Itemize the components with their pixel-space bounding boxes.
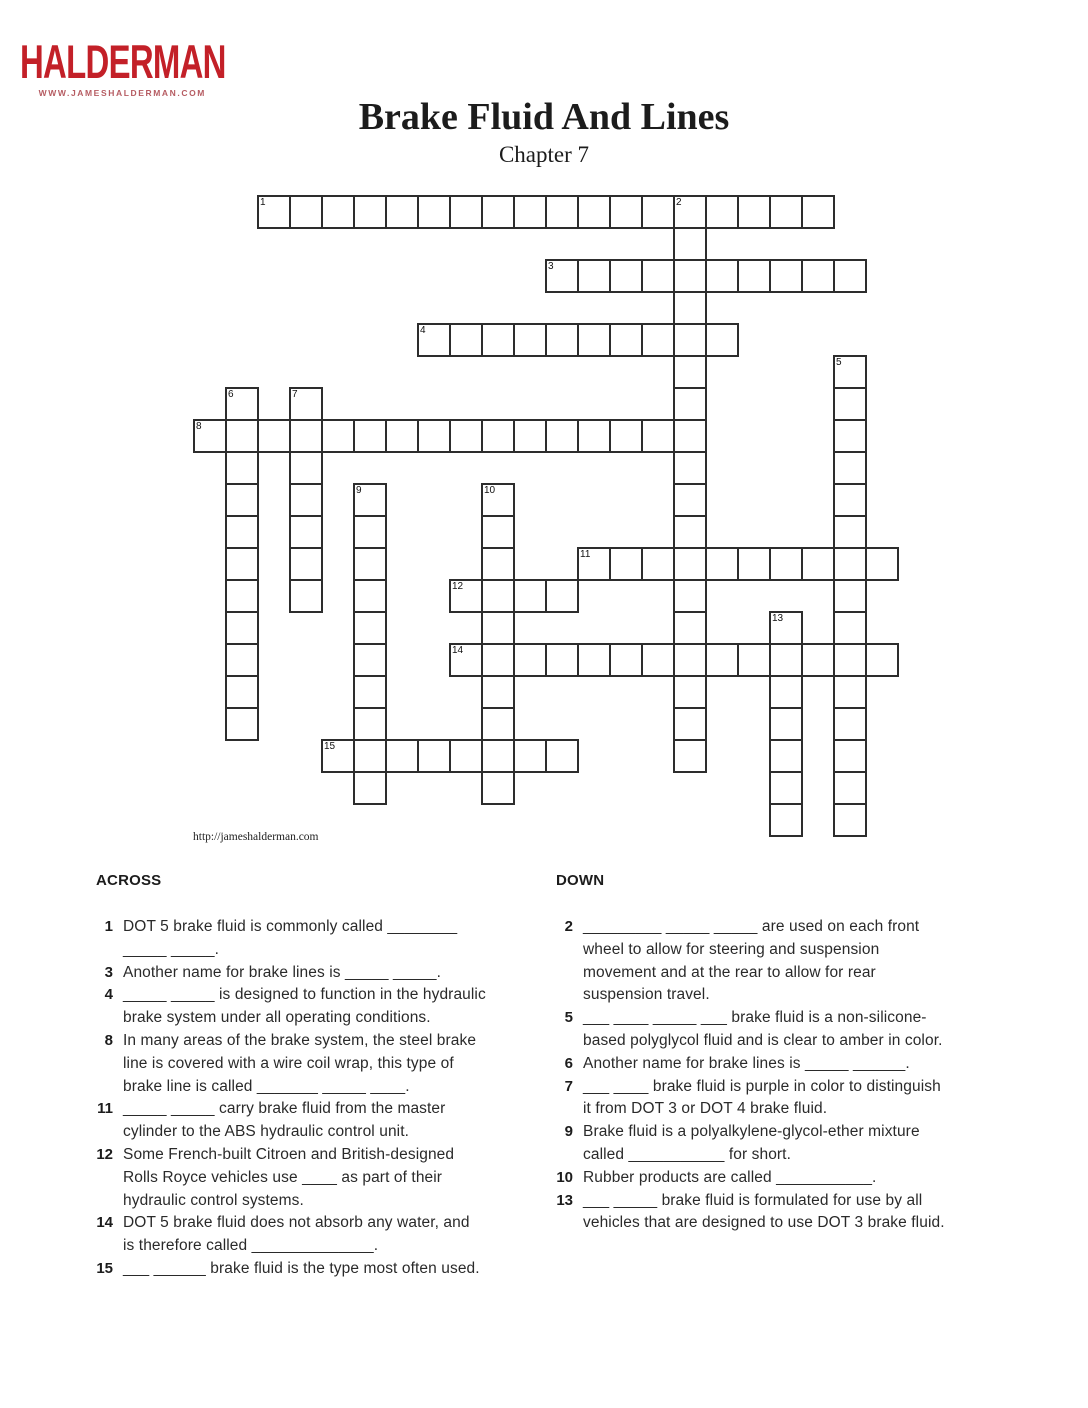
down-clue-list: [556, 916, 996, 1235]
grid-cell[interactable]: [289, 579, 323, 613]
across-clue-list: [96, 916, 536, 1281]
grid-cell[interactable]: [449, 195, 483, 229]
grid-cell[interactable]: [641, 195, 675, 229]
grid-cell[interactable]: [769, 611, 803, 645]
cell-number: 1: [260, 197, 266, 208]
grid-cell[interactable]: [673, 259, 707, 293]
grid-cell[interactable]: [225, 451, 259, 485]
grid-cell[interactable]: [737, 259, 771, 293]
halderman-logo-text: HALDERMAN: [20, 35, 226, 88]
crossword-grid: [193, 195, 901, 839]
down-section: [556, 873, 996, 1235]
clue-number: 7: [564, 1077, 573, 1095]
grid-cell[interactable]: [225, 419, 259, 453]
grid-cell[interactable]: [673, 643, 707, 677]
clue-text-line: line is covered with a wire coil wrap, this type of: [123, 1054, 454, 1072]
cell-number: 13: [772, 613, 784, 624]
clue-text: [123, 1144, 454, 1212]
grid-cell[interactable]: [545, 323, 579, 357]
grid-cell[interactable]: [353, 611, 387, 645]
grid-cell[interactable]: [865, 643, 899, 677]
grid-cell[interactable]: [769, 547, 803, 581]
across-clue-11: [96, 1098, 536, 1144]
grid-cell[interactable]: [609, 323, 643, 357]
clue-text: [123, 984, 486, 1030]
grid-cell[interactable]: [385, 419, 419, 453]
clue-text-line: _____ _____ carry brake fluid from the master: [123, 1100, 446, 1118]
cell-number: 11: [580, 549, 591, 560]
grid-cell[interactable]: [449, 739, 483, 773]
grid-cell[interactable]: [641, 323, 675, 357]
grid-cell[interactable]: [769, 195, 803, 229]
grid-cell[interactable]: [609, 643, 643, 677]
grid-cell[interactable]: [289, 451, 323, 485]
grid-cell[interactable]: [353, 195, 387, 229]
grid-cell[interactable]: [545, 643, 579, 677]
grid-cell[interactable]: [801, 259, 835, 293]
grid-cell[interactable]: [769, 707, 803, 741]
clue-number: 13: [556, 1191, 573, 1209]
grid-cell[interactable]: [481, 739, 515, 773]
cell-number: 4: [420, 325, 426, 336]
halderman-logo-website: WWW.JAMESHALDERMAN.COM: [38, 88, 206, 98]
halderman-logo: [20, 35, 226, 98]
clue-text-line: In many areas of the brake system, the steel brake: [123, 1031, 477, 1049]
grid-cell[interactable]: [673, 195, 707, 229]
grid-cell[interactable]: [289, 195, 323, 229]
clue-text-line: cylinder to the ABS hydraulic control unit.: [123, 1123, 410, 1141]
grid-cell[interactable]: [289, 547, 323, 581]
clue-text-line: movement and at the rear to allow for rear: [583, 963, 876, 981]
down-clue-9: [556, 1121, 996, 1167]
grid-cell[interactable]: [481, 419, 515, 453]
clue-text-line: based polyglycol fluid and is clear to amber in color.: [583, 1031, 943, 1049]
grid-cell[interactable]: [769, 675, 803, 709]
grid-cell[interactable]: [257, 419, 291, 453]
clue-number: 15: [96, 1259, 113, 1277]
grid-cell[interactable]: [225, 483, 259, 517]
cell-number: 15: [324, 741, 336, 752]
clue-text: [123, 916, 457, 962]
grid-cell[interactable]: [385, 195, 419, 229]
grid-cell[interactable]: [289, 387, 323, 421]
clue-number: 8: [104, 1031, 113, 1049]
clue-text-line: brake system under all operating conditions.: [123, 1009, 431, 1027]
cell-number: 12: [452, 581, 464, 592]
grid-cell[interactable]: [641, 547, 675, 581]
grid-cell[interactable]: [641, 419, 675, 453]
grid-cell[interactable]: [417, 323, 451, 357]
clue-text: [123, 1212, 470, 1258]
grid-cell[interactable]: [705, 547, 739, 581]
clue-text: [583, 1190, 945, 1236]
grid-cell[interactable]: [673, 611, 707, 645]
grid-cell[interactable]: [513, 323, 547, 357]
grid-cell[interactable]: [737, 643, 771, 677]
cell-number: 2: [676, 197, 682, 208]
grid-cell[interactable]: [545, 195, 579, 229]
grid-cell[interactable]: [225, 611, 259, 645]
clue-text-line: Rubber products are called ___________.: [583, 1168, 877, 1186]
clue-text-line: Brake fluid is a polyalkylene-glycol-ether mixture: [583, 1123, 920, 1141]
clue-text-line: DOT 5 brake fluid does not absorb any water, and: [123, 1214, 470, 1232]
clue-text-line: _________ _____ _____ are used on each front: [583, 918, 920, 935]
clue-number: 12: [96, 1145, 113, 1163]
cell-number: 9: [356, 485, 362, 496]
clue-text-line: Rolls Royce vehicles use ____ as part of their: [123, 1168, 443, 1186]
grid-cell[interactable]: [833, 643, 867, 677]
clue-text: [583, 1167, 876, 1190]
grid-cell[interactable]: [353, 547, 387, 581]
grid-cell[interactable]: [513, 195, 547, 229]
grid-cell[interactable]: [449, 323, 483, 357]
grid-cell[interactable]: [353, 739, 387, 773]
grid-cell[interactable]: [833, 483, 867, 517]
grid-cell[interactable]: [577, 547, 611, 581]
across-clue-14: [96, 1212, 536, 1258]
grid-cell[interactable]: [609, 259, 643, 293]
clue-text: [583, 1053, 910, 1076]
clue-number: 10: [556, 1168, 573, 1186]
grid-cell[interactable]: [449, 643, 483, 677]
grid-cell[interactable]: [705, 259, 739, 293]
grid-cell[interactable]: [385, 739, 419, 773]
grid-cell[interactable]: [353, 483, 387, 517]
clue-number: 11: [97, 1100, 113, 1118]
grid-cell[interactable]: [833, 259, 867, 293]
grid-cell[interactable]: [769, 803, 803, 837]
clue-text: [123, 1030, 476, 1098]
page-subtitle: Chapter 7: [498, 142, 590, 167]
grid-cell[interactable]: [417, 739, 451, 773]
cell-number: 7: [292, 389, 298, 400]
grid-cell[interactable]: [481, 195, 515, 229]
across-clue-4: [96, 984, 536, 1030]
grid-cell[interactable]: [193, 419, 227, 453]
grid-cell[interactable]: [833, 419, 867, 453]
grid-cell[interactable]: [577, 643, 611, 677]
grid-cell[interactable]: [545, 419, 579, 453]
grid-cell[interactable]: [833, 611, 867, 645]
clue-text-line: ___ ______ brake fluid is the type most often used.: [123, 1259, 480, 1277]
grid-cell[interactable]: [673, 579, 707, 613]
grid-cell[interactable]: [673, 739, 707, 773]
grid-cell[interactable]: [737, 195, 771, 229]
grid-cell[interactable]: [289, 483, 323, 517]
grid-cell[interactable]: [481, 707, 515, 741]
grid-cell[interactable]: [321, 419, 355, 453]
clue-text-line: DOT 5 brake fluid is commonly called ________: [123, 918, 458, 935]
grid-cell[interactable]: [801, 195, 835, 229]
grid-cell[interactable]: [353, 515, 387, 549]
grid-cell[interactable]: [705, 195, 739, 229]
grid-cell[interactable]: [289, 419, 323, 453]
across-clue-3: [96, 962, 536, 985]
grid-cell[interactable]: [513, 739, 547, 773]
clue-text-line: ___ ____ brake fluid is purple in color to distinguish: [583, 1077, 941, 1095]
across-clue-8: [96, 1030, 536, 1098]
clue-text: [123, 1098, 445, 1144]
grid-cell[interactable]: [609, 547, 643, 581]
grid-cell[interactable]: [609, 195, 643, 229]
grid-cell[interactable]: [449, 419, 483, 453]
grid-cell[interactable]: [833, 387, 867, 421]
grid-cell[interactable]: [769, 739, 803, 773]
grid-cell[interactable]: [833, 547, 867, 581]
grid-cell[interactable]: [705, 323, 739, 357]
clue-number: 14: [96, 1214, 113, 1232]
grid-cell[interactable]: [481, 611, 515, 645]
clue-text-line: ___ _____ brake fluid is formulated for use by all: [583, 1191, 923, 1209]
grid-cell[interactable]: [225, 387, 259, 421]
grid-cell[interactable]: [833, 675, 867, 709]
grid-cell[interactable]: [289, 515, 323, 549]
clue-number: 9: [564, 1123, 573, 1141]
grid-cell[interactable]: [705, 643, 739, 677]
grid-cell[interactable]: [641, 259, 675, 293]
grid-cell[interactable]: [545, 579, 579, 613]
clue-text-line: Another name for brake lines is _____ ______.: [583, 1054, 910, 1072]
clue-text-line: Another name for brake lines is _____ _____.: [123, 963, 442, 981]
clue-text-line: is therefore called ______________.: [123, 1237, 379, 1255]
grid-cell[interactable]: [481, 547, 515, 581]
grid-cell[interactable]: [673, 387, 707, 421]
clue-text-line: called ___________ for short.: [583, 1145, 791, 1163]
clue-number: 6: [564, 1054, 573, 1072]
grid-cell[interactable]: [225, 515, 259, 549]
grid-cell[interactable]: [833, 355, 867, 389]
down-clue-5: [556, 1007, 996, 1053]
grid-cell[interactable]: [769, 771, 803, 805]
grid-cell[interactable]: [673, 515, 707, 549]
grid-cell[interactable]: [865, 547, 899, 581]
clue-text-line: Some French-built Citroen and British-designed: [123, 1145, 455, 1163]
grid-cell[interactable]: [737, 547, 771, 581]
clue-text: [123, 1258, 480, 1281]
grid-cell[interactable]: [225, 579, 259, 613]
grid-cell[interactable]: [609, 419, 643, 453]
cell-number: 6: [228, 389, 234, 400]
grid-cell[interactable]: [513, 643, 547, 677]
down-header: DOWN: [556, 872, 605, 889]
grid-cell[interactable]: [673, 483, 707, 517]
grid-cell[interactable]: [673, 547, 707, 581]
grid-cell[interactable]: [769, 259, 803, 293]
grid-cell[interactable]: [481, 771, 515, 805]
grid-cell[interactable]: [321, 739, 355, 773]
clue-text: [583, 1121, 920, 1167]
grid-cell[interactable]: [801, 643, 835, 677]
grid-cell[interactable]: [577, 419, 611, 453]
clue-number: 2: [564, 918, 573, 935]
clue-text-line: _____ _____ is designed to function in the hydraulic: [123, 986, 486, 1004]
across-section: [96, 873, 536, 1281]
clue-text: [123, 962, 441, 985]
clue-number: 1: [104, 918, 113, 935]
cell-number: 3: [548, 261, 554, 272]
down-clue-13: [556, 1190, 996, 1236]
grid-cell[interactable]: [353, 579, 387, 613]
clue-text-line: hydraulic control systems.: [123, 1191, 304, 1209]
cell-number: 5: [836, 357, 842, 368]
grid-cell[interactable]: [801, 547, 835, 581]
cell-number: 14: [452, 645, 464, 656]
grid-cell[interactable]: [673, 227, 707, 261]
grid-cell[interactable]: [833, 515, 867, 549]
page-title: Brake Fluid And Lines: [358, 96, 730, 138]
down-clue-10: [556, 1167, 996, 1190]
grid-cell[interactable]: [673, 323, 707, 357]
clue-text-line: brake line is called _______ _____ ____.: [123, 1077, 410, 1095]
down-clue-6: [556, 1053, 996, 1076]
grid-cell[interactable]: [449, 579, 483, 613]
grid-cell[interactable]: [673, 451, 707, 485]
grid-cell[interactable]: [225, 675, 259, 709]
grid-cell[interactable]: [481, 515, 515, 549]
clue-text-line: ___ ____ _____ ___ brake fluid is a non-silicone-: [583, 1009, 927, 1027]
grid-cell[interactable]: [673, 707, 707, 741]
grid-cell[interactable]: [481, 579, 515, 613]
grid-cell[interactable]: [481, 643, 515, 677]
cell-number: 8: [196, 421, 202, 432]
grid-cell[interactable]: [513, 419, 547, 453]
grid-cell[interactable]: [577, 259, 611, 293]
clue-text-line: suspension travel.: [583, 986, 710, 1004]
grid-cell[interactable]: [417, 195, 451, 229]
grid-cell[interactable]: [833, 739, 867, 773]
grid-cell[interactable]: [673, 355, 707, 389]
across-clue-12: [96, 1144, 536, 1212]
clue-text: [583, 916, 919, 1007]
grid-cell[interactable]: [353, 707, 387, 741]
grid-cell[interactable]: [833, 451, 867, 485]
grid-cell[interactable]: [833, 771, 867, 805]
across-clue-1: [96, 916, 536, 962]
cell-number: 10: [484, 485, 496, 496]
grid-cell[interactable]: [513, 579, 547, 613]
grid-cell[interactable]: [833, 707, 867, 741]
grid-cell[interactable]: [481, 483, 515, 517]
grid-cell[interactable]: [353, 675, 387, 709]
grid-cell[interactable]: [225, 707, 259, 741]
grid-cell[interactable]: [769, 643, 803, 677]
grid-cell[interactable]: [481, 323, 515, 357]
grid-cell[interactable]: [833, 579, 867, 613]
across-clue-15: [96, 1258, 536, 1281]
clue-number: 3: [104, 963, 113, 981]
grid-cell[interactable]: [353, 419, 387, 453]
clue-text-line: _____ _____.: [123, 940, 220, 958]
grid-cell[interactable]: [545, 739, 579, 773]
clue-text-line: wheel to allow for steering and suspension: [583, 940, 880, 958]
down-clue-7: [556, 1076, 996, 1122]
grid-cell[interactable]: [673, 419, 707, 453]
grid-cell[interactable]: [417, 419, 451, 453]
grid-cell[interactable]: [481, 675, 515, 709]
grid-cell[interactable]: [353, 771, 387, 805]
grid-cell[interactable]: [545, 259, 579, 293]
grid-cell[interactable]: [577, 195, 611, 229]
clue-text: [583, 1076, 941, 1122]
grid-cell[interactable]: [353, 643, 387, 677]
grid-cell[interactable]: [257, 195, 291, 229]
grid-cell[interactable]: [577, 323, 611, 357]
grid-cell[interactable]: [641, 643, 675, 677]
clue-number: 5: [564, 1009, 573, 1027]
clue-text-line: vehicles that are designed to use DOT 3 brake fluid.: [583, 1214, 945, 1232]
grid-cell[interactable]: [673, 675, 707, 709]
clue-text-line: it from DOT 3 or DOT 4 brake fluid.: [583, 1100, 828, 1118]
puzzle-source-url: http://jameshalderman.com: [193, 831, 319, 843]
grid-cell[interactable]: [673, 291, 707, 325]
grid-cell[interactable]: [833, 803, 867, 837]
clue-number: 4: [104, 986, 113, 1004]
grid-cell[interactable]: [225, 547, 259, 581]
grid-cell[interactable]: [225, 643, 259, 677]
down-clue-2: [556, 916, 996, 1007]
clue-text: [583, 1007, 943, 1053]
across-header: ACROSS: [96, 872, 162, 889]
grid-cell[interactable]: [321, 195, 355, 229]
